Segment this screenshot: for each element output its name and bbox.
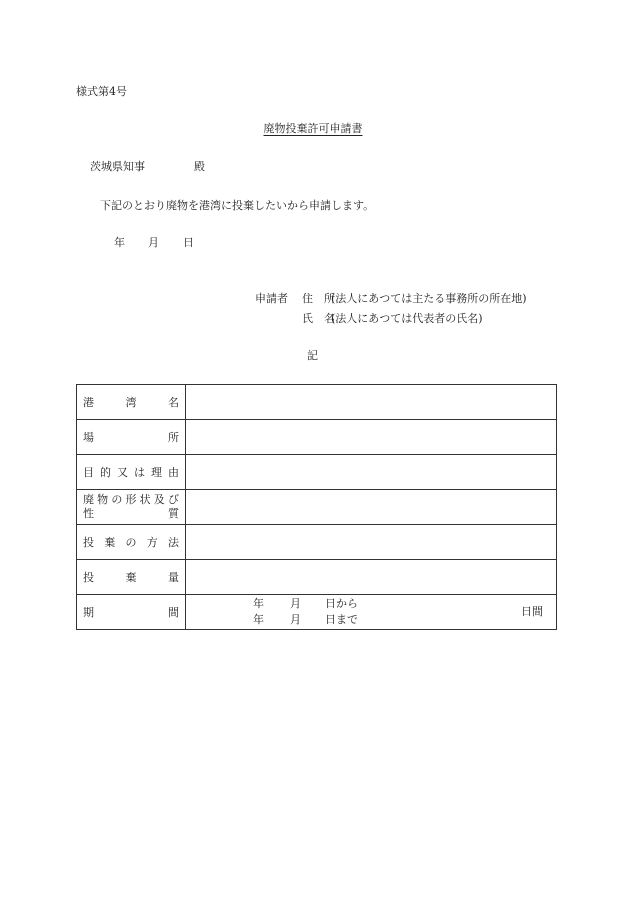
form-number: 様式第4号	[76, 85, 127, 98]
period-from-month: 月	[290, 597, 301, 610]
application-statement: 下記のとおり廃物を港湾に投棄したいから申請します。	[100, 199, 375, 212]
name-label: 氏 名	[302, 312, 335, 325]
address-note: (法人にあつては主たる事務所の所在地)	[331, 292, 527, 305]
document-title: 廃物投棄許可申請書	[263, 122, 363, 135]
table-row	[77, 560, 557, 595]
table-row	[77, 420, 557, 455]
row-label-text: 期 間	[83, 606, 179, 619]
period-days: 日間	[521, 605, 543, 618]
purpose-field[interactable]	[186, 455, 557, 490]
row-label	[77, 595, 186, 630]
harbor-name-field[interactable]	[186, 385, 557, 420]
disposal-amount-field[interactable]	[186, 560, 557, 595]
period-to-day: 日まで	[325, 613, 358, 626]
period-from-day: 日から	[325, 597, 358, 610]
period-field[interactable]	[186, 595, 557, 630]
table-row	[77, 525, 557, 560]
table-row	[77, 385, 557, 420]
ki-marker: 記	[307, 349, 318, 362]
row-label	[77, 490, 186, 525]
row-label-text: 港 湾 名	[83, 396, 179, 409]
date-year-label: 年	[114, 236, 125, 249]
applicant-label: 申請者	[255, 292, 288, 305]
location-field[interactable]	[186, 420, 557, 455]
date-day-label: 日	[183, 236, 194, 249]
row-label-text: 目 的 又 は 理 由	[83, 466, 179, 479]
disposal-method-field[interactable]	[186, 525, 557, 560]
row-label	[77, 455, 186, 490]
row-label-line1: 廃 物 の 形 状 及 び	[83, 493, 179, 506]
row-label	[77, 560, 186, 595]
addressee-honorific: 殿	[194, 160, 205, 173]
row-label	[77, 420, 186, 455]
application-form-table	[76, 384, 557, 630]
row-label	[77, 525, 186, 560]
row-label-text: 投 棄 の 方 法	[83, 536, 179, 549]
table-row	[77, 455, 557, 490]
address-label: 住 所	[302, 292, 335, 305]
row-label-line2: 性 質	[83, 507, 179, 520]
date-month-label: 月	[148, 236, 159, 249]
table-row	[77, 595, 557, 630]
row-label	[77, 385, 186, 420]
period-to-month: 月	[290, 613, 301, 626]
period-from-year: 年	[253, 597, 264, 610]
row-label-text: 場 所	[83, 431, 179, 444]
waste-form-field[interactable]	[186, 490, 557, 525]
period-to-year: 年	[253, 613, 264, 626]
name-note: (法人にあつては代表者の氏名)	[331, 312, 483, 325]
addressee-name: 茨城県知事	[90, 160, 145, 173]
row-label-text: 投 棄 量	[83, 571, 179, 584]
table-row	[77, 490, 557, 525]
